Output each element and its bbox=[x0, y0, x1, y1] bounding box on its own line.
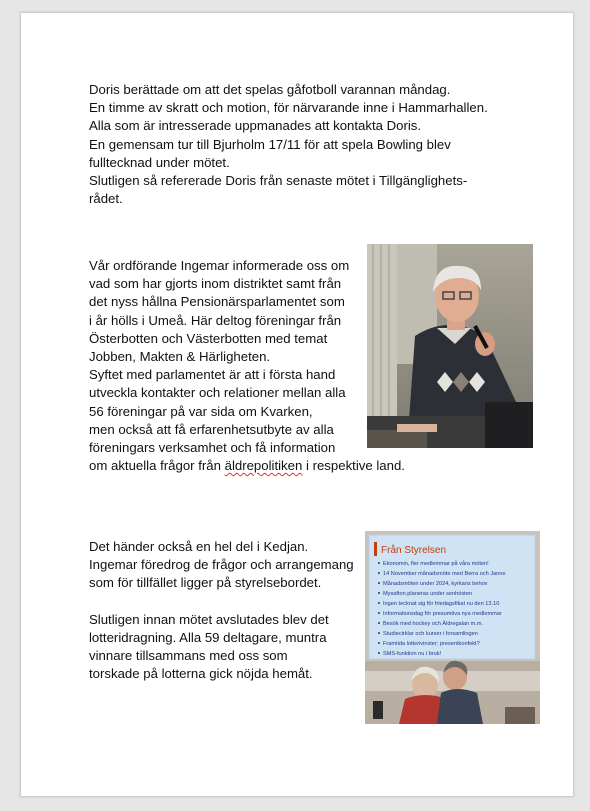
text-line: Ingemar föredrog de frågor och arrangemang bbox=[89, 557, 354, 573]
text-line: lotteridragning. Alla 59 deltagare, muntra bbox=[89, 629, 327, 645]
spellcheck-flagged-word[interactable]: äldrepolitiken bbox=[224, 458, 303, 474]
slide-bullet: Ingen tecknat sig för friedagsfikat nu den 13.10 bbox=[383, 601, 500, 607]
text-line: utveckla kontakter och relationer mellan alla bbox=[89, 385, 346, 401]
slide-title: Från Styrelsen bbox=[381, 545, 447, 556]
text-line: Slutligen så refererade Doris från senaste mötet i Tillgänglighets- bbox=[89, 172, 468, 188]
text-line: i år hölls i Umeå. Här deltog föreningar från bbox=[89, 312, 342, 328]
text-line: föreningars verksamhet och få information bbox=[89, 439, 336, 455]
slide-bullet: SMS-funktion nu i bruk! bbox=[383, 651, 442, 657]
text-line: En gemensam tur till Bjurholm 17/11 för att spela Bowling blev bbox=[89, 136, 451, 152]
text-fragment: om aktuella frågor från bbox=[89, 458, 225, 474]
slide-illustration bbox=[365, 531, 540, 724]
text-line: Slutligen innan mötet avslutades blev det bbox=[89, 611, 329, 627]
text-line bbox=[89, 457, 405, 475]
text-line: Vår ordförande Ingemar informerade oss om bbox=[89, 258, 350, 273]
text-line: som för tillfället ligger på styrelsebordet. bbox=[89, 575, 322, 591]
paragraph-pensionarsparlamentet bbox=[89, 257, 405, 475]
slide-bullet: Informationsdag för presumtiva nya medlemmar bbox=[383, 611, 502, 617]
paragraph-gafotboll bbox=[89, 81, 488, 208]
text-line: Det händer också en hel del i Kedjan. bbox=[89, 539, 309, 554]
text-line: En timme av skratt och motion, för närvarande inne i Hammarhallen. bbox=[89, 100, 488, 116]
document-page bbox=[20, 12, 574, 797]
photo-slide-presentation bbox=[365, 531, 540, 724]
text-line: rådet. bbox=[89, 191, 123, 207]
text-line: Österbotten och Västerbotten med temat bbox=[89, 330, 328, 346]
text-line: men också att få erfarenhetsutbyte av alla bbox=[89, 421, 334, 437]
slide-bullet: Ekonomin, fler medlemmar på våra möten! bbox=[383, 561, 489, 567]
slide-bullet: 14 November månadsmöte med Berra och Janne bbox=[383, 571, 506, 577]
paragraph-kedjan bbox=[89, 538, 354, 684]
text-line: 56 föreningar på var sida om Kvarken, bbox=[89, 403, 313, 419]
text-line bbox=[89, 593, 354, 611]
photo-speaker-illustration bbox=[367, 244, 533, 448]
slide-bullet: Mysafton planeras under senhösten bbox=[383, 591, 472, 597]
text-line: vinnare tillsammans med oss som bbox=[89, 648, 288, 664]
slide-bullet: Studiecirklar och kurser i forsamlingen bbox=[383, 631, 478, 637]
slide-bullet: Besök med hockey och Äldregalan m.m. bbox=[383, 621, 484, 627]
text-line: fulltecknad under mötet. bbox=[89, 154, 230, 170]
text-fragment: i respektive land. bbox=[302, 458, 405, 474]
text-line: det nyss hållna Pensionärsparlamentet som bbox=[89, 294, 345, 310]
text-line: torskade på lotterna gick nöjda hemåt. bbox=[89, 666, 313, 682]
photo-speaker bbox=[367, 244, 533, 448]
slide-bullet: Månadsmöten under 2024, kyrkans behov bbox=[383, 581, 488, 587]
text-line: Alla som är intresserade uppmanades att kontakta Doris. bbox=[89, 118, 422, 134]
slide-bullet: Framtida lotterivinster; presentkonfekt? bbox=[383, 641, 480, 647]
text-line: vad som har gjorts inom distriktet samt från bbox=[89, 276, 342, 292]
text-line: Syftet med parlamentet är att i första hand bbox=[89, 367, 336, 383]
text-line: Jobben, Makten & Härligheten. bbox=[89, 348, 271, 364]
text-line: Doris berättade om att det spelas gåfotboll varannan måndag. bbox=[89, 82, 451, 97]
